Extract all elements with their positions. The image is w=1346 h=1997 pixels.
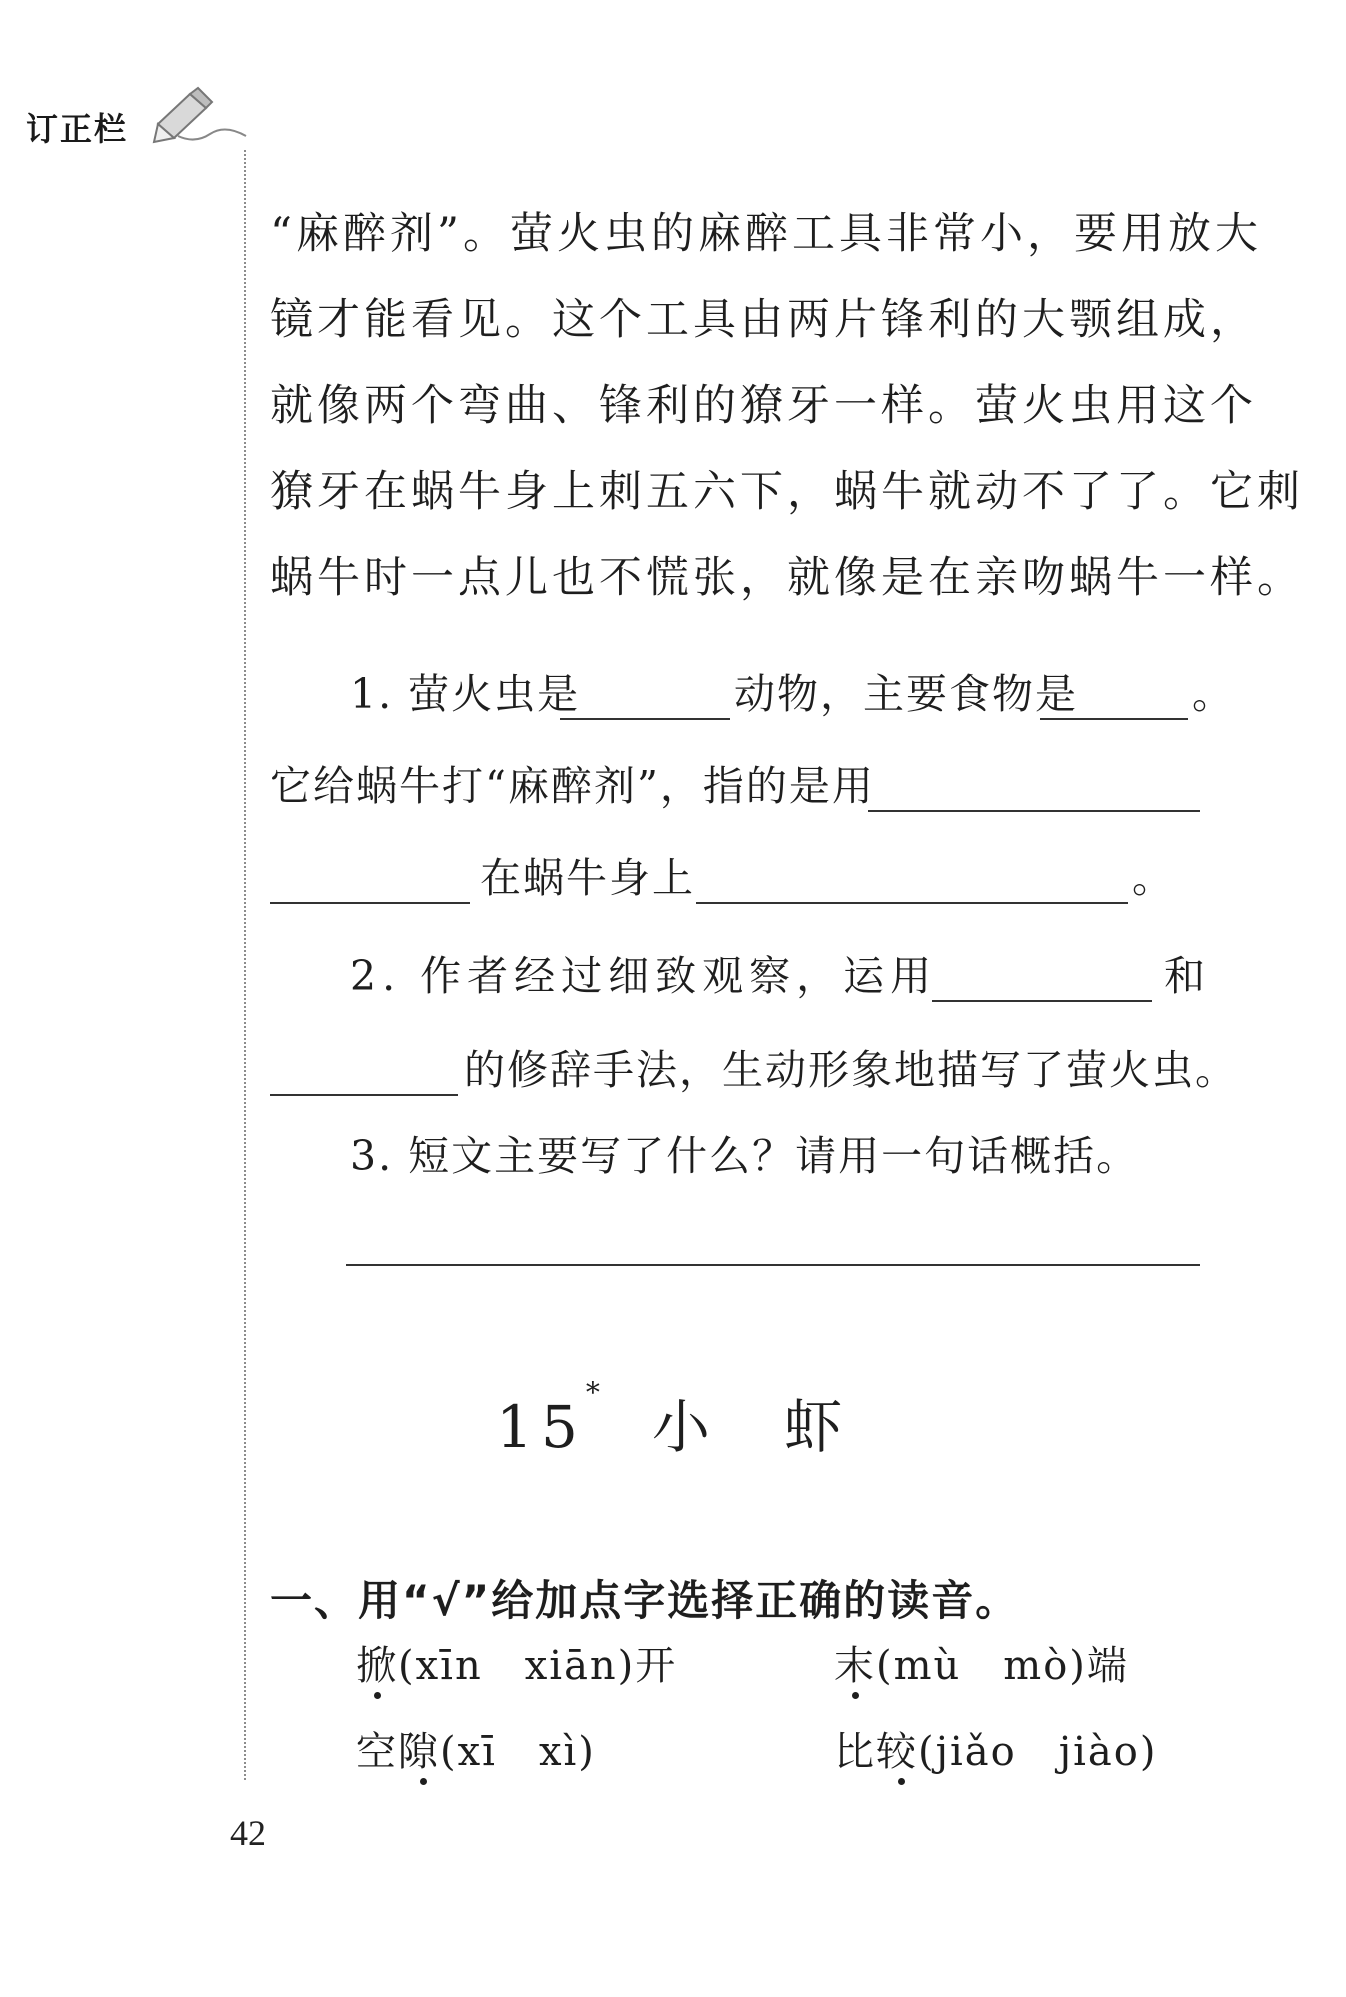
answer-blank[interactable]	[270, 902, 470, 904]
correction-column-divider	[244, 150, 246, 1780]
emphasis-dot	[898, 1778, 905, 1785]
question-1-line-3: 在蜗牛身上	[480, 854, 695, 902]
lesson-name: 小 虾	[651, 1393, 850, 1461]
passage-line: 就像两个弯曲、锋利的獠牙一样。萤火虫用这个	[270, 381, 1257, 431]
section-1-heading: 一、用“√”给加点字选择正确的读音。	[270, 1576, 1020, 1625]
emphasis-dot	[420, 1778, 427, 1785]
page-number: 42	[230, 1813, 266, 1853]
question-1-text-b: 动物，主要食物是	[734, 670, 1078, 718]
pinyin-item: 比较(jiǎo jiào)	[834, 1729, 1158, 1775]
question-1-text-a: 1. 萤火虫是	[350, 670, 581, 718]
passage-line: 蜗牛时一点儿也不慌张，就像是在亲吻蜗牛一样。	[270, 553, 1304, 603]
answer-blank[interactable]	[270, 1094, 458, 1096]
question-2-line-2: 的修辞手法，生动形象地描写了萤火虫。	[464, 1046, 1238, 1094]
margin-label: 订正栏	[26, 110, 129, 148]
question-2-text-a: 2. 作者经过细致观察，运用	[350, 952, 938, 1000]
answer-blank[interactable]	[560, 718, 730, 720]
answer-blank[interactable]	[696, 902, 1128, 904]
pinyin-item: 末(mù mò)端	[834, 1643, 1129, 1689]
emphasis-dot	[374, 1692, 381, 1699]
answer-blank[interactable]	[932, 1000, 1152, 1002]
emphasis-dot	[852, 1692, 859, 1699]
answer-blank[interactable]	[1040, 718, 1188, 720]
pinyin-item: 掀(xīn xiān)开	[356, 1643, 678, 1689]
pinyin-item: 空隙(xī xì)	[356, 1729, 596, 1775]
passage-line: 獠牙在蜗牛身上刺五六下，蜗牛就动不了了。它刺	[270, 467, 1304, 517]
lesson-title	[0, 1376, 1346, 1464]
passage-line: “麻醉剂”。萤火虫的麻醉工具非常小，要用放大	[270, 209, 1262, 259]
answer-blank[interactable]	[868, 810, 1200, 812]
answer-line[interactable]	[346, 1264, 1200, 1266]
passage-line: 镜才能看见。这个工具由两片锋利的大颚组成，	[270, 295, 1257, 345]
pencil-icon	[150, 86, 250, 146]
question-2-text-b: 和	[1164, 952, 1207, 1000]
lesson-marker: *	[585, 1376, 608, 1409]
lesson-number: 15	[496, 1393, 586, 1461]
question-1-line-2: 它给蜗牛打“麻醉剂”，指的是用	[270, 762, 875, 810]
question-1-text-c: 。	[1192, 670, 1235, 718]
question-1-line-3-end: 。	[1132, 854, 1175, 902]
question-3-text: 3. 短文主要写了什么？请用一句话概括。	[350, 1132, 1140, 1180]
